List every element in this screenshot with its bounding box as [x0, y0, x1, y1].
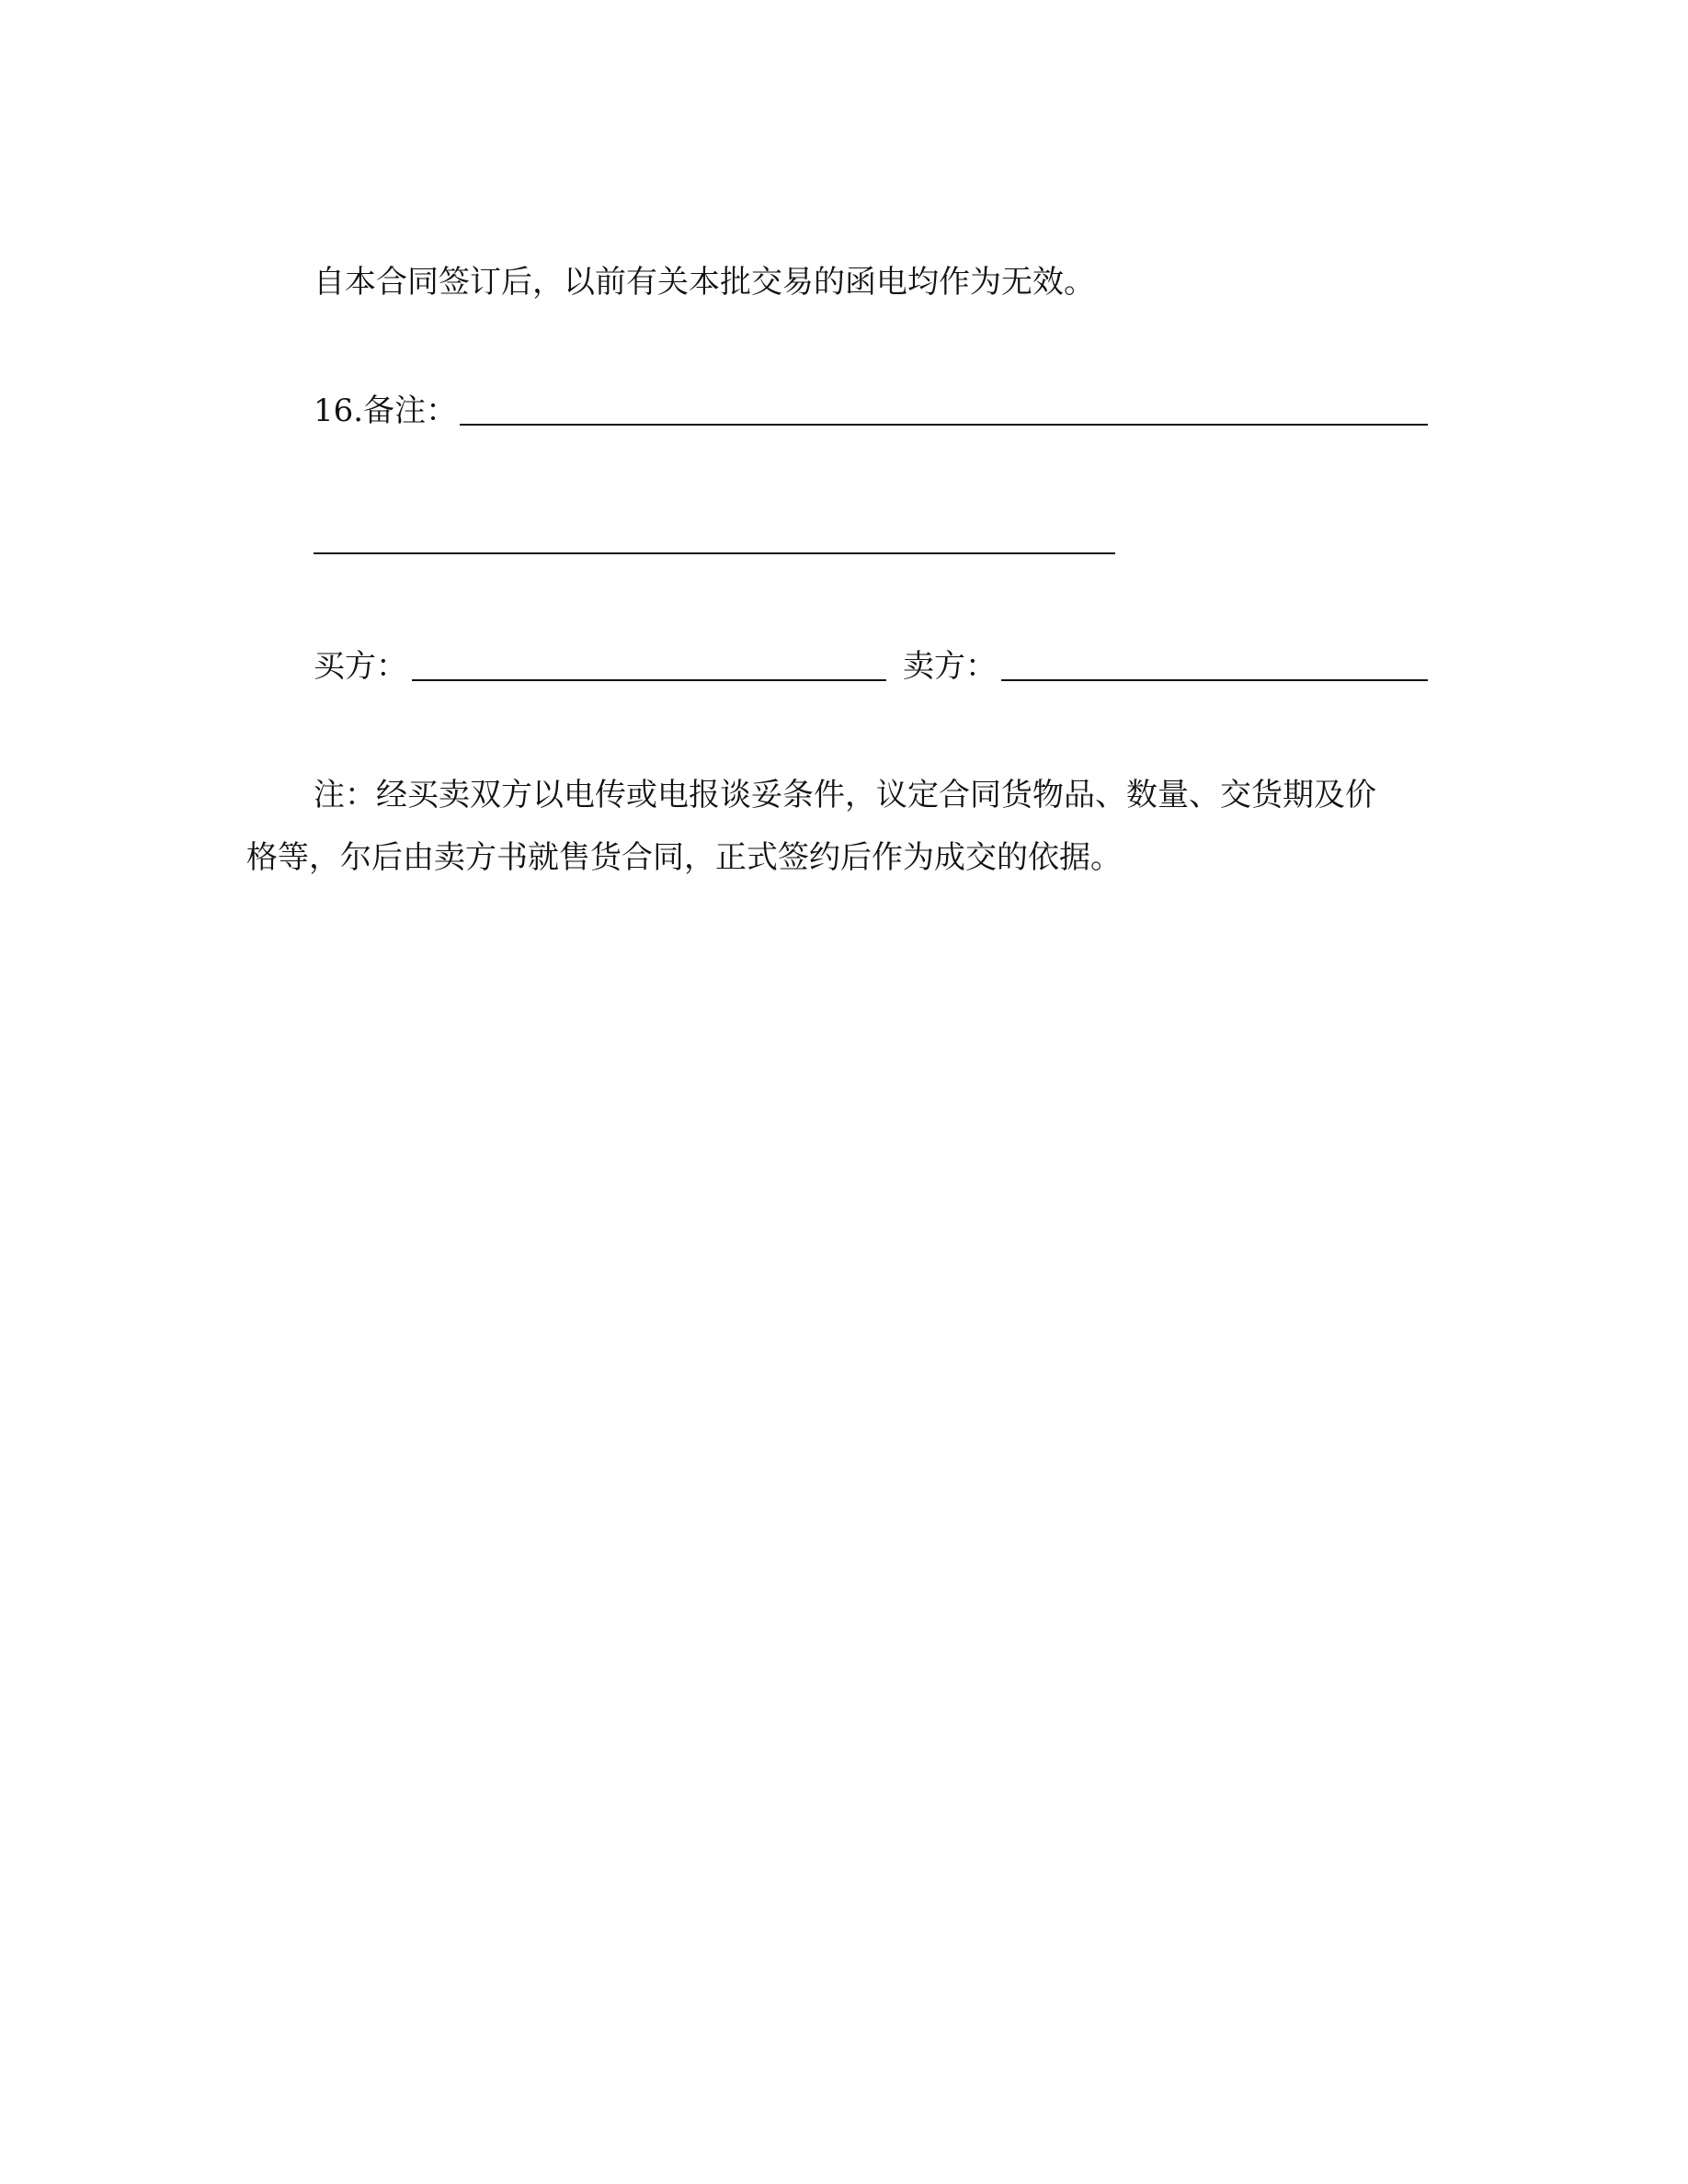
seller-label: 卖方：: [903, 648, 997, 685]
buyer-signature-line[interactable]: [412, 679, 886, 681]
seller-signature-line[interactable]: [1001, 679, 1428, 681]
clause-prior-correspondence-invalid: 自本合同签订后，以前有关本批交易的函电均作为无效。: [314, 264, 1095, 301]
remarks-blank-line-1[interactable]: [460, 424, 1428, 426]
note-paragraph-line-2: 格等，尔后由卖方书就售货合同，正式签约后作为成交的依据。: [246, 839, 1122, 876]
buyer-label: 买方：: [314, 648, 407, 685]
remarks-label: 16.备注：: [314, 392, 458, 429]
remarks-blank-line-2[interactable]: [314, 552, 1115, 554]
note-paragraph-line-1: 注：经买卖双方以电传或电报谈妥条件，议定合同货物品、数量、交货期及价: [314, 777, 1376, 813]
